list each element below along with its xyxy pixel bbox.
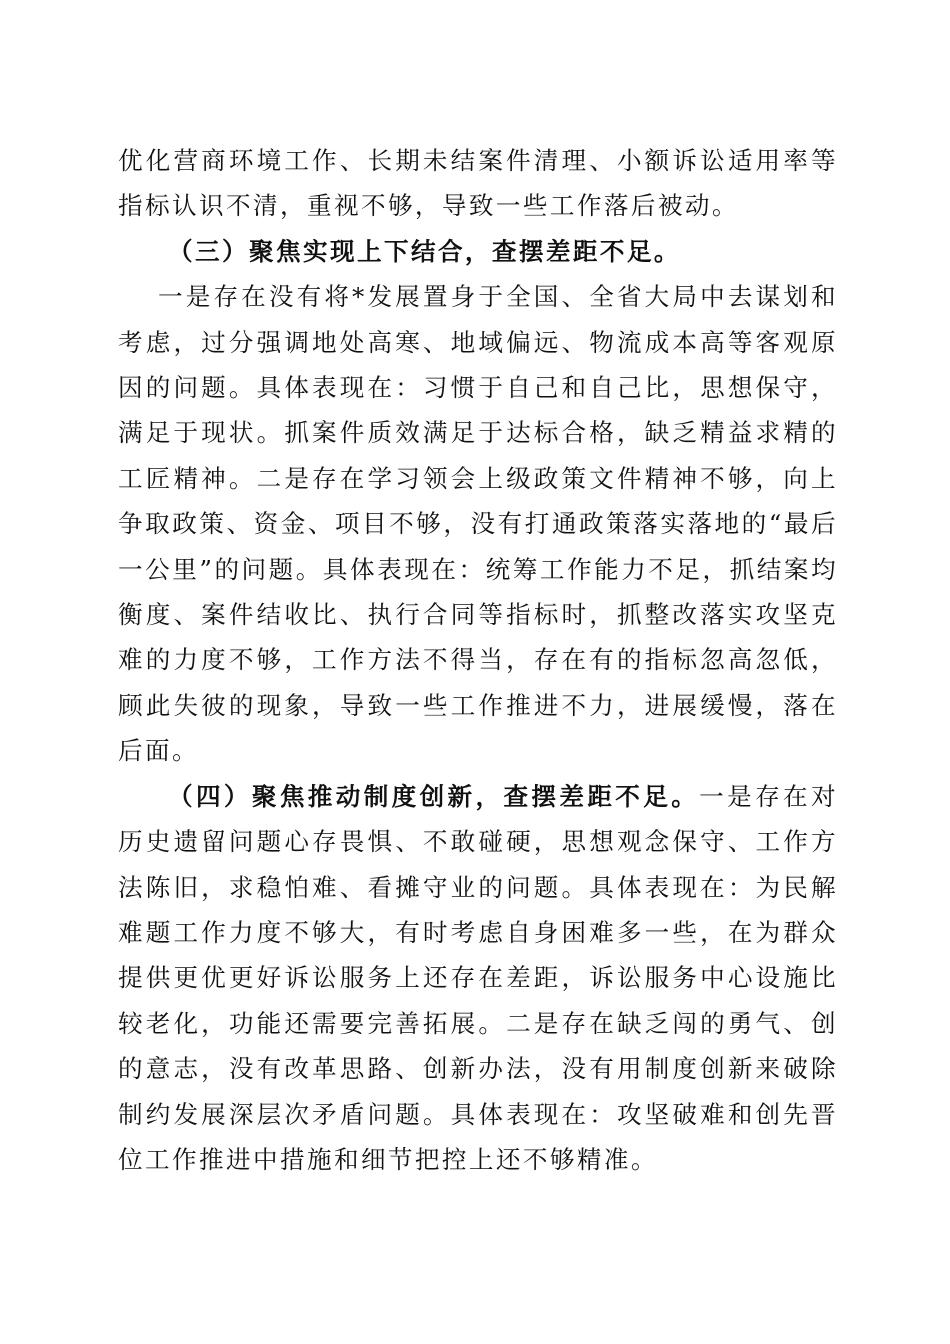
section-heading-3: （三）聚焦实现上下结合，查摆差距不足。: [168, 236, 681, 266]
section-heading-4: （四）聚焦推动制度创新，查摆差距不足。: [168, 781, 700, 811]
paragraph-section-4-body: 一是存在对历史遗留问题心存畏惧、不敢碰硬，思想观念保守、工作方法陈旧，求稳怕难、看摊守业的问题。具体表现在：为民解难题工作力度不够大，有时考虑自身困难多一些，在为群众提供更优更好诉讼服务上还存在差距，诉讼服务中心设施比较老化，功能还需要完善拓展。二是存在缺乏闯的勇气、创的意志，没有改革思路、创新办法，没有用制度创新来破除制约发展深层次矛盾问题。具体表现在：攻坚破难和创先晋位工作推进中措施和细节把控上还不够精准。: [118, 781, 838, 1174]
paragraph-continuation: 优化营商环境工作、长期未结案件清理、小额诉讼适用率等指标认识不清，重视不够，导致一些工作落后被动。: [118, 146, 838, 221]
paragraph-section-4: [118, 774, 838, 1183]
document-body: [118, 138, 838, 1182]
paragraph-section-3-body: 一是存在没有将*发展置身于全国、全省大局中去谋划和考虑，过分强调地处高寒、地域偏远、物流成本高等客观原因的问题。具体表现在：习惯于自己和自己比，思想保守，满足于现状。抓案件质效满足于达标合格，缺乏精益求精的工匠精神。二是存在学习领会上级政策文件精神不够，向上争取政策、资金、项目不够，没有打通政策落实落地的“最后一公里”的问题。具体表现在：统筹工作能力不足，抓结案均衡度、案件结收比、执行合同等指标时，抓整改落实攻坚克难的力度不够，工作方法不得当，存在有的指标忽高忽低，顾此失彼的现象，导致一些工作推进不力，进展缓慢，落在后面。: [118, 282, 838, 766]
